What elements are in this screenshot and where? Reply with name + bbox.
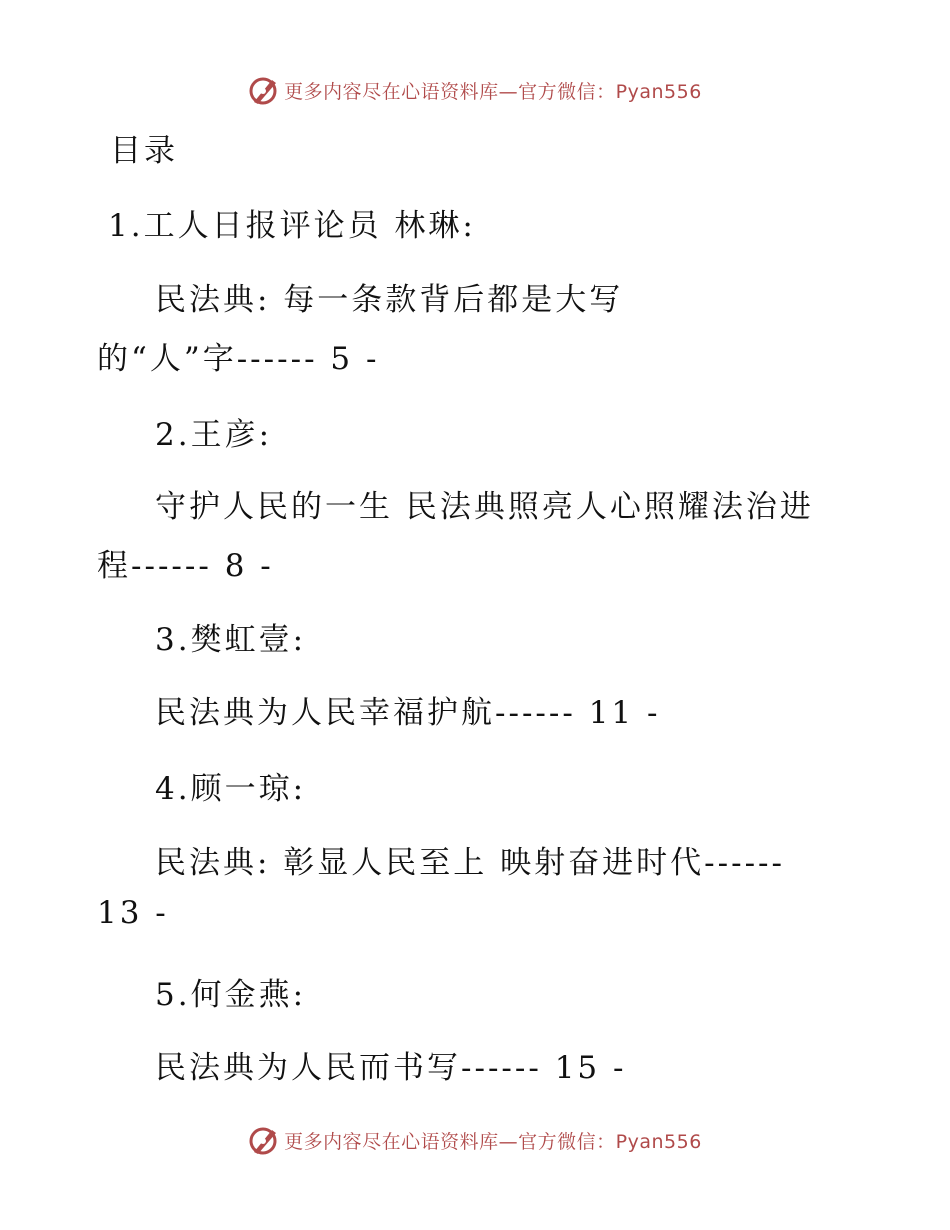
toc-entry-1-author: 1.工人日报评论员 林琳: — [108, 208, 476, 244]
toc-entry-3-author: 3.樊虹壹: — [155, 622, 307, 658]
watermark-text: 更多内容尽在心语资料库—官方微信：Pyan556 — [284, 80, 702, 103]
footer-watermark — [0, 1120, 950, 1160]
toc-entry-5-title: 民法典为人民而书写------ 15 - — [155, 1050, 627, 1086]
watermark-text: 更多内容尽在心语资料库—官方微信：Pyan556 — [284, 1130, 702, 1153]
toc-entry-2-title-cont: 程------ 8 - — [97, 548, 274, 584]
toc-entry-4-title: 民法典: 彰显人民至上 映射奋进时代------ — [155, 845, 785, 881]
header-watermark — [0, 70, 950, 110]
toc-entry-3-title: 民法典为人民幸福护航------ 11 - — [155, 695, 661, 731]
toc-entry-1-title: 民法典: 每一条款背后都是大写 — [155, 282, 624, 318]
pen-logo-icon — [248, 1124, 280, 1156]
toc-heading: 目录 — [110, 133, 178, 169]
toc-entry-2-title: 守护人民的一生 民法典照亮人心照耀法治进 — [155, 489, 814, 525]
pen-logo-icon — [248, 74, 280, 106]
toc-entry-1-title-cont: 的“人”字------ 5 - — [97, 341, 380, 377]
toc-entry-4-author: 4.顾一琼: — [155, 771, 307, 807]
toc-entry-5-author: 5.何金燕: — [155, 977, 307, 1013]
toc-entry-2-author: 2.王彦: — [155, 417, 273, 453]
toc-entry-4-title-cont: 13 - — [97, 895, 169, 931]
